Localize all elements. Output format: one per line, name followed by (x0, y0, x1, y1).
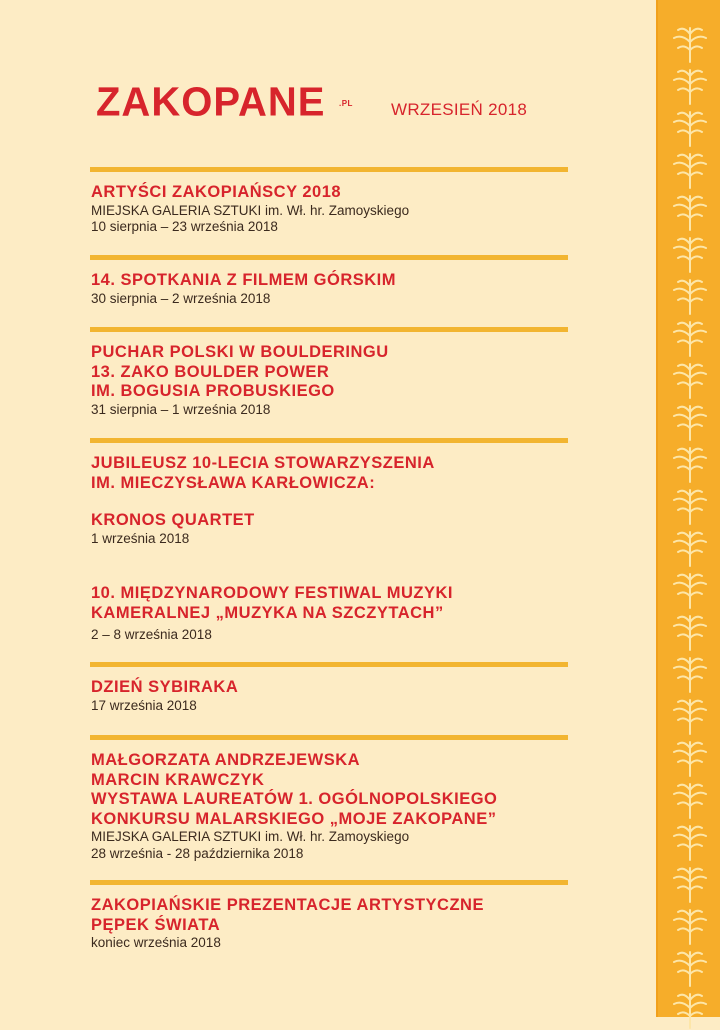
event-date: 30 sierpnia – 2 września 2018 (91, 290, 271, 306)
wheat-sprig-icon (658, 820, 720, 862)
wheat-sprig-icon (658, 22, 720, 64)
wheat-sprig-icon (658, 610, 720, 652)
event-venue: MIEJSKA GALERIA SZTUKI im. Wł. hr. Zamoyskiego (91, 829, 410, 844)
event-venue: MIEJSKA GALERIA SZTUKI im. Wł. hr. Zamoyskiego (91, 202, 410, 218)
event-title-line: PĘPEK ŚWIATA (91, 915, 221, 934)
event-item (91, 584, 561, 644)
event-title-line: MARCIN KRAWCZYK (91, 770, 265, 789)
event-title (91, 454, 561, 493)
event-date: 28 września - 28 października 2018 (91, 845, 304, 861)
event-title-line: JUBILEUSZ 10-LECIA STOWARZYSZENIA (91, 454, 435, 472)
event-title-line: ZAKOPIAŃSKIE PREZENTACJE ARTYSTYCZNE (91, 896, 484, 914)
divider-rule (90, 735, 568, 740)
event-date: 10 sierpnia – 23 września 2018 (91, 219, 278, 234)
wheat-sprig-icon (658, 526, 720, 568)
wheat-sprig-icon (658, 568, 720, 610)
event-date: koniec września 2018 (91, 935, 221, 950)
wheat-sprig-icon (658, 148, 720, 190)
event-item (91, 678, 561, 714)
wheat-sprig-icon (658, 946, 720, 988)
wheat-sprig-icon (658, 694, 720, 736)
event-title (91, 751, 561, 829)
wheat-sprig-icon (658, 988, 720, 1030)
event-title-line: PUCHAR POLSKI W BOULDERINGU (91, 343, 389, 361)
event-title-line: KAMERALNEJ „MUZYKA NA SZCZYTACH” (91, 603, 444, 622)
event-item (91, 271, 561, 307)
divider-rule (90, 255, 568, 260)
wheat-sprig-icon (658, 736, 720, 778)
event-title-line: 10. MIĘDZYNARODOWY FESTIWAL MUZYKI (91, 584, 453, 602)
event-title (91, 584, 561, 623)
event-title-line: 14. SPOTKANIA Z FILMEM GÓRSKIM (91, 271, 396, 289)
event-title-line: DZIEŃ SYBIRAKA (91, 678, 239, 696)
wheat-sprig-icon (658, 316, 720, 358)
decorative-stripe (656, 0, 720, 1017)
divider-rule (90, 438, 568, 443)
wheat-sprig-icon (658, 190, 720, 232)
wheat-sprig-icon (658, 232, 720, 274)
event-item (91, 454, 561, 493)
wheat-sprig-icon (658, 64, 720, 106)
event-item (91, 896, 561, 952)
divider-rule (90, 167, 568, 172)
month-heading: WRZESIEŃ 2018 (391, 100, 528, 119)
event-title (91, 343, 561, 402)
event-title-line: MAŁGORZATA ANDRZEJEWSKA (91, 751, 361, 769)
event-title-line: ARTYŚCI ZAKOPIAŃSCY 2018 (91, 183, 342, 201)
event-date: 1 września 2018 (91, 530, 190, 546)
event-date: 31 sierpnia – 1 września 2018 (91, 401, 271, 417)
wheat-sprig-icon (658, 400, 720, 442)
wheat-sprig-icon (658, 484, 720, 526)
event-item (91, 183, 561, 236)
event-title (91, 183, 561, 203)
event-title-line: WYSTAWA LAUREATÓW 1. OGÓLNOPOLSKIEGO (91, 790, 498, 808)
divider-rule (90, 662, 568, 667)
event-item (91, 511, 561, 547)
event-title (91, 896, 561, 935)
wheat-sprig-icon (658, 862, 720, 904)
event-title (91, 511, 561, 531)
event-date: 17 września 2018 (91, 697, 197, 713)
event-title-line: KRONOS QUARTET (91, 511, 255, 529)
wheat-sprig-icon (658, 904, 720, 946)
event-title-line: IM. MIECZYSŁAWA KARŁOWICZA: (91, 473, 376, 492)
event-date: 2 – 8 września 2018 (91, 627, 212, 642)
event-title-line: IM. BOGUSIA PROBUSKIEGO (91, 382, 335, 400)
wheat-sprig-icon (658, 778, 720, 820)
wheat-sprig-icon (658, 358, 720, 400)
zakopane-logo: ZAKOPANE (96, 79, 326, 125)
wheat-sprig-icon (658, 106, 720, 148)
event-title-line: KONKURSU MALARSKIEGO „MOJE ZAKOPANE” (91, 809, 497, 828)
event-title (91, 271, 561, 291)
event-title (91, 678, 561, 698)
divider-rule (90, 880, 568, 885)
event-item (91, 343, 561, 418)
divider-rule (90, 327, 568, 332)
wheat-sprig-icon (658, 652, 720, 694)
wheat-sprig-icon (658, 442, 720, 484)
event-title-line: 13. ZAKO BOULDER POWER (91, 362, 330, 381)
event-item (91, 751, 561, 862)
logo-domain-suffix: .PL (339, 99, 353, 108)
wheat-sprig-icon (658, 274, 720, 316)
